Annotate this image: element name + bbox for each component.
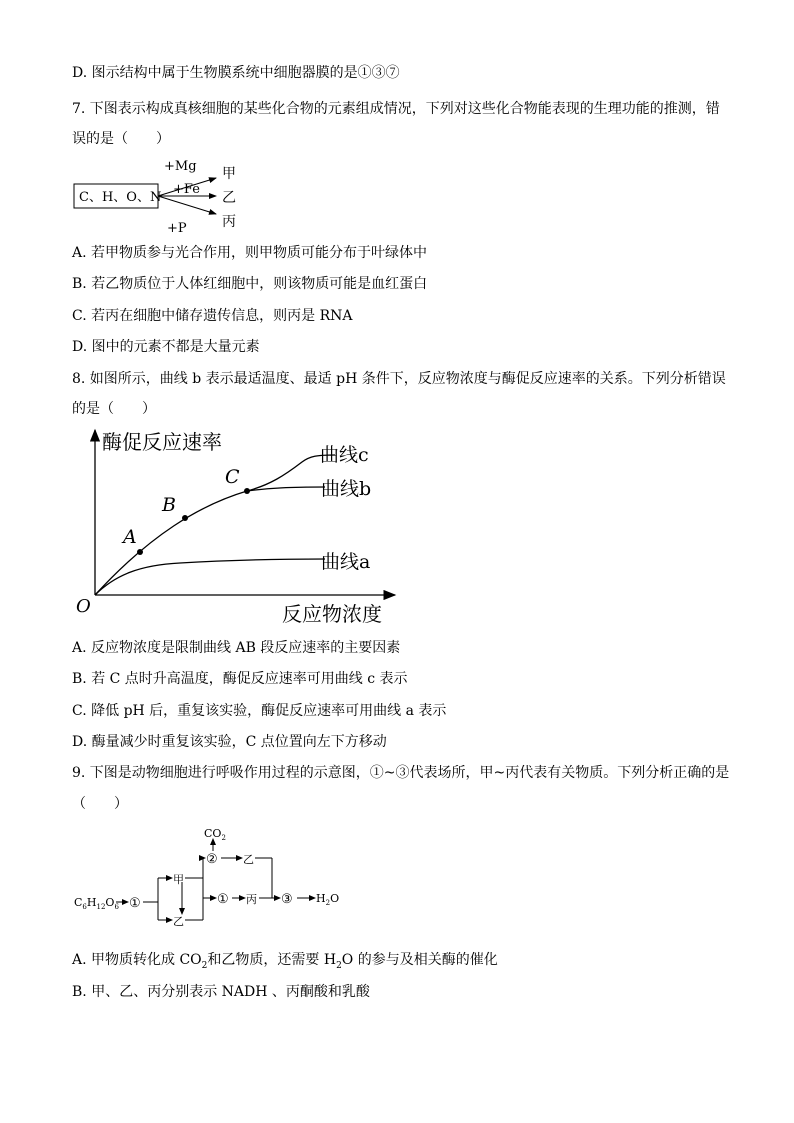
point-b — [182, 515, 188, 521]
q8-option-b: B. 若 C 点时升高温度，酶促反应速率可用曲线 c 表示 — [72, 671, 408, 687]
q9-stem-line2: （ ） — [72, 796, 128, 812]
q7-stem-line2: 误的是（ ） — [72, 131, 170, 147]
origin-label: O — [76, 596, 91, 617]
x-axis-label: 反应物浓度 — [282, 602, 382, 626]
arrow-to-bing — [158, 196, 216, 214]
site-3: ③ — [281, 892, 293, 907]
curve-a — [95, 559, 325, 595]
curve-b-label: 曲线b — [321, 478, 372, 500]
q8-stem-line2: 的是（ ） — [72, 401, 156, 417]
point-a-label: A — [123, 526, 137, 548]
label-fe: +Fe — [173, 182, 200, 197]
element-composition-diagram — [72, 152, 272, 238]
curve-c — [95, 455, 335, 595]
q8-stem-line1: 8. 如图所示，曲线 b 表示最适温度、最适 pH 条件下，反应物浓度与酶促反应速率的关系。下列分析错误 — [72, 371, 726, 387]
h2o-label: $H_2O$ — [316, 892, 340, 907]
q8-option-a: A. 反应物浓度是限制曲线 AB 段反应速率的主要因素 — [72, 640, 401, 656]
y-axis-label: 酶促反应速率 — [102, 430, 222, 454]
q9-stem-line1: 9. 下图是动物细胞进行呼吸作用过程的示意图，①~③代表场所，甲~丙代表有关物质。下列分析正确的是 — [72, 765, 730, 781]
label-jia: 甲 — [222, 166, 236, 182]
co2-label: $CO_2$ — [204, 827, 226, 842]
q7-option-a: A. 若甲物质参与光合作用，则甲物质可能分布于叶绿体中 — [72, 245, 428, 261]
q7-option-b: B. 若乙物质位于人体红细胞中，则该物质可能是血红蛋白 — [72, 276, 428, 292]
label-mg: +Mg — [164, 159, 197, 174]
point-a — [137, 549, 143, 555]
q6-option-d: D. 图示结构中属于生物膜系统中细胞器膜的是①③⑦ — [72, 65, 400, 81]
element-box-label: C、H、O、N — [79, 190, 162, 205]
substance-jia: 甲 — [173, 873, 184, 886]
substance-bing: 丙 — [246, 893, 257, 906]
curve-a-label: 曲线a — [321, 551, 371, 573]
point-c-label: C — [225, 466, 240, 488]
q9-option-a: A. 甲物质转化成 $CO_2$和乙物质，还需要 $H_2O$ 的参与及相关酶的催化 — [72, 952, 498, 971]
curve-c-label: 曲线c — [320, 444, 369, 466]
q7-stem-line1: 7. 下图表示构成真核细胞的某些化合物的元素组成情况，下列对这些化合物能表现的生理功能的推测，错 — [72, 101, 720, 117]
label-bing: 丙 — [222, 214, 236, 230]
respiration-diagram — [72, 822, 352, 930]
q8-option-d: D. 酶量减少时重复该实验，C 点位置向左下方移动 — [72, 734, 387, 750]
q7-option-d: D. 图中的元素不都是大量元素 — [72, 339, 260, 355]
site-2: ② — [206, 852, 218, 867]
substance-yi-top: 乙 — [243, 853, 254, 866]
glucose-formula: $C_6H_{12}O_6$ — [74, 896, 119, 911]
q8-option-c: C. 降低 pH 后，重复该实验，酶促反应速率可用曲线 a 表示 — [72, 703, 447, 719]
enzyme-rate-graph — [70, 425, 400, 630]
point-c — [244, 488, 250, 494]
q9-option-b: B. 甲、乙、丙分别表示 NADH 、丙酮酸和乳酸 — [72, 984, 370, 1000]
label-p: +P — [167, 221, 187, 236]
point-b-label: B — [162, 494, 176, 516]
label-yi: 乙 — [222, 190, 236, 206]
substance-yi-bottom: 乙 — [173, 915, 184, 928]
site-1-first: ① — [129, 896, 141, 911]
q7-option-c: C. 若丙在细胞中储存遗传信息，则丙是 RNA — [72, 308, 353, 324]
site-1-second: ① — [217, 892, 229, 907]
